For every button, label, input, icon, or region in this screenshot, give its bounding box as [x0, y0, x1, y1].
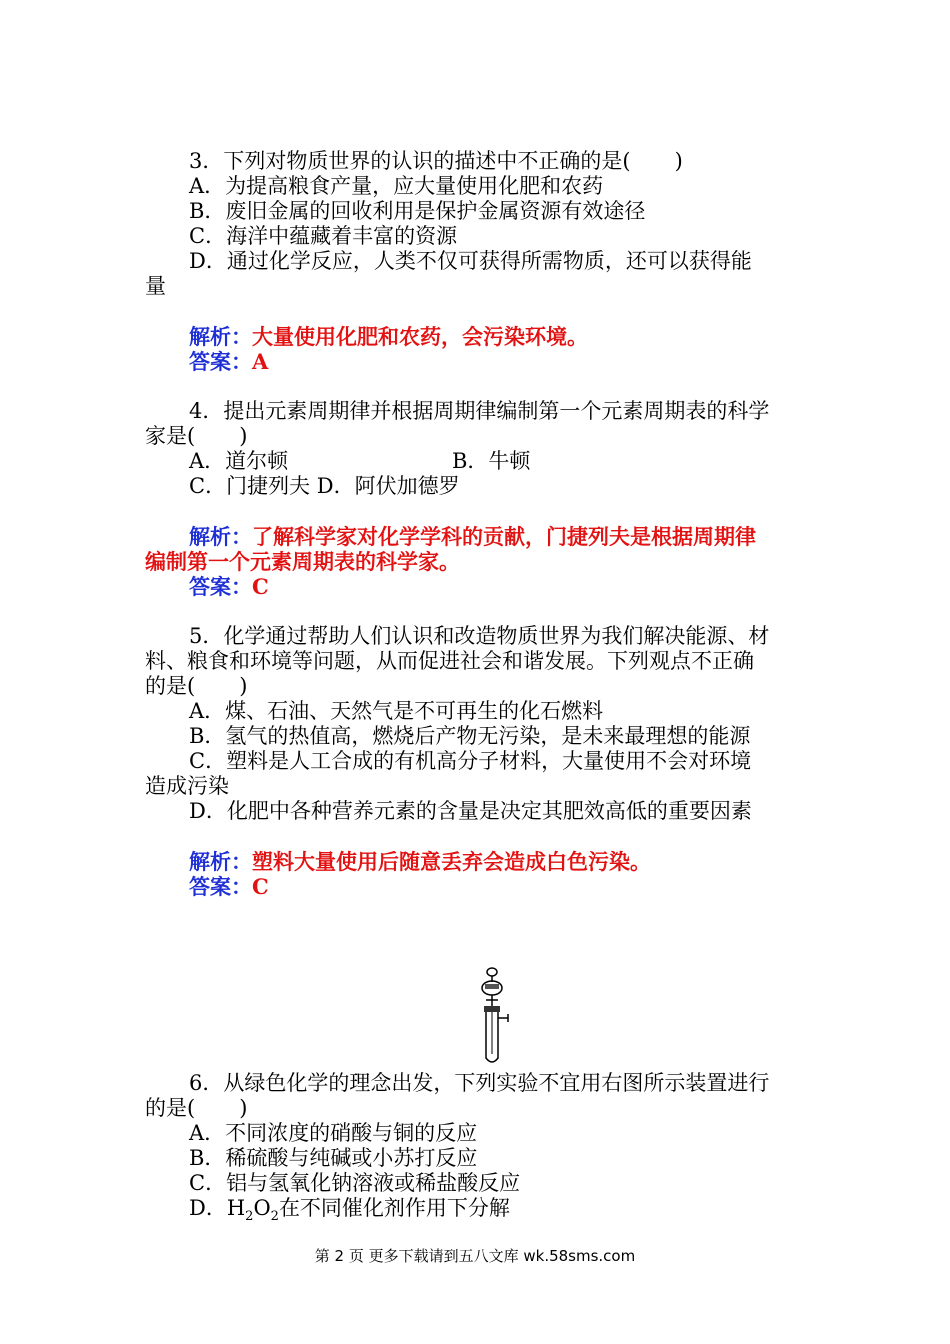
q6-stem-cont: 的是( ) [145, 1096, 248, 1120]
q5-option-c-cont: 造成污染 [145, 774, 229, 798]
q4-analysis-cont: 编制第一个元素周期表的科学家。 [145, 549, 460, 574]
q3-stem: 3．下列对物质世界的认识的描述中不正确的是( ) [189, 149, 683, 173]
q6-option-c: C．铝与氢氧化钠溶液或稀盐酸反应 [189, 1171, 521, 1195]
q3-option-a: A．为提高粮食产量，应大量使用化肥和农药 [189, 174, 604, 198]
apparatus-figure [468, 966, 516, 1066]
q3-analysis: 解析：大量使用化肥和农药，会污染环境。 [189, 324, 588, 349]
q4-answer: 答案：C [189, 574, 269, 599]
q5-answer: 答案：C [189, 874, 269, 899]
q3-option-c: C．海洋中蕴藏着丰富的资源 [189, 224, 458, 248]
q3-answer: 答案：A [189, 349, 269, 374]
q6-option-b: B．稀硫酸与纯碱或小苏打反应 [189, 1146, 478, 1170]
q5-stem: 5．化学通过帮助人们认识和改造物质世界为我们解决能源、材 [189, 624, 770, 648]
q6-option-a: A．不同浓度的硝酸与铜的反应 [189, 1121, 478, 1145]
q5-stem-cont1: 料、粮食和环境等问题，从而促进社会和谐发展。下列观点不正确 [145, 649, 754, 673]
q4-stem: 4．提出元素周期律并根据周期律编制第一个元素周期表的科学 [189, 399, 770, 423]
q4-option-a: A．道尔顿 [189, 449, 289, 473]
q6-stem: 6．从绿色化学的理念出发，下列实验不宜用右图所示装置进行 [189, 1071, 770, 1095]
q6-option-d: D．$H_2O_2$在不同催化剂作用下分解 [189, 1196, 510, 1225]
q5-option-c: C．塑料是人工合成的有机高分子材料，大量使用不会对环境 [189, 749, 752, 773]
q4-options-ab [189, 449, 809, 474]
q5-analysis: 解析：塑料大量使用后随意丢弃会造成白色污染。 [189, 849, 651, 874]
q5-option-a: A．煤、石油、天然气是不可再生的化石燃料 [189, 699, 604, 723]
q5-option-b: B．氢气的热值高，燃烧后产物无污染，是未来最理想的能源 [189, 724, 751, 748]
page-footer: 第 2 页 更多下载请到五八文库 wk.58sms.com [314, 1247, 636, 1265]
q3-option-b: B．废旧金属的回收利用是保护金属资源有效途径 [189, 199, 646, 223]
q4-stem-cont: 家是( ) [145, 424, 248, 448]
q4-analysis: 解析：了解科学家对化学学科的贡献，门捷列夫是根据周期律 [189, 524, 756, 549]
q3-option-d-cont: 量 [145, 274, 166, 298]
q5-option-d: D．化肥中各种营养元素的含量是决定其肥效高低的重要因素 [189, 799, 752, 823]
q4-option-b: B．牛顿 [452, 449, 531, 473]
q3-option-d: D．通过化学反应，人类不仅可获得所需物质，还可以获得能 [189, 249, 752, 273]
q4-options-cd: C．门捷列夫 D．阿伏加德罗 [189, 474, 460, 498]
q5-stem-cont2: 的是( ) [145, 674, 248, 698]
